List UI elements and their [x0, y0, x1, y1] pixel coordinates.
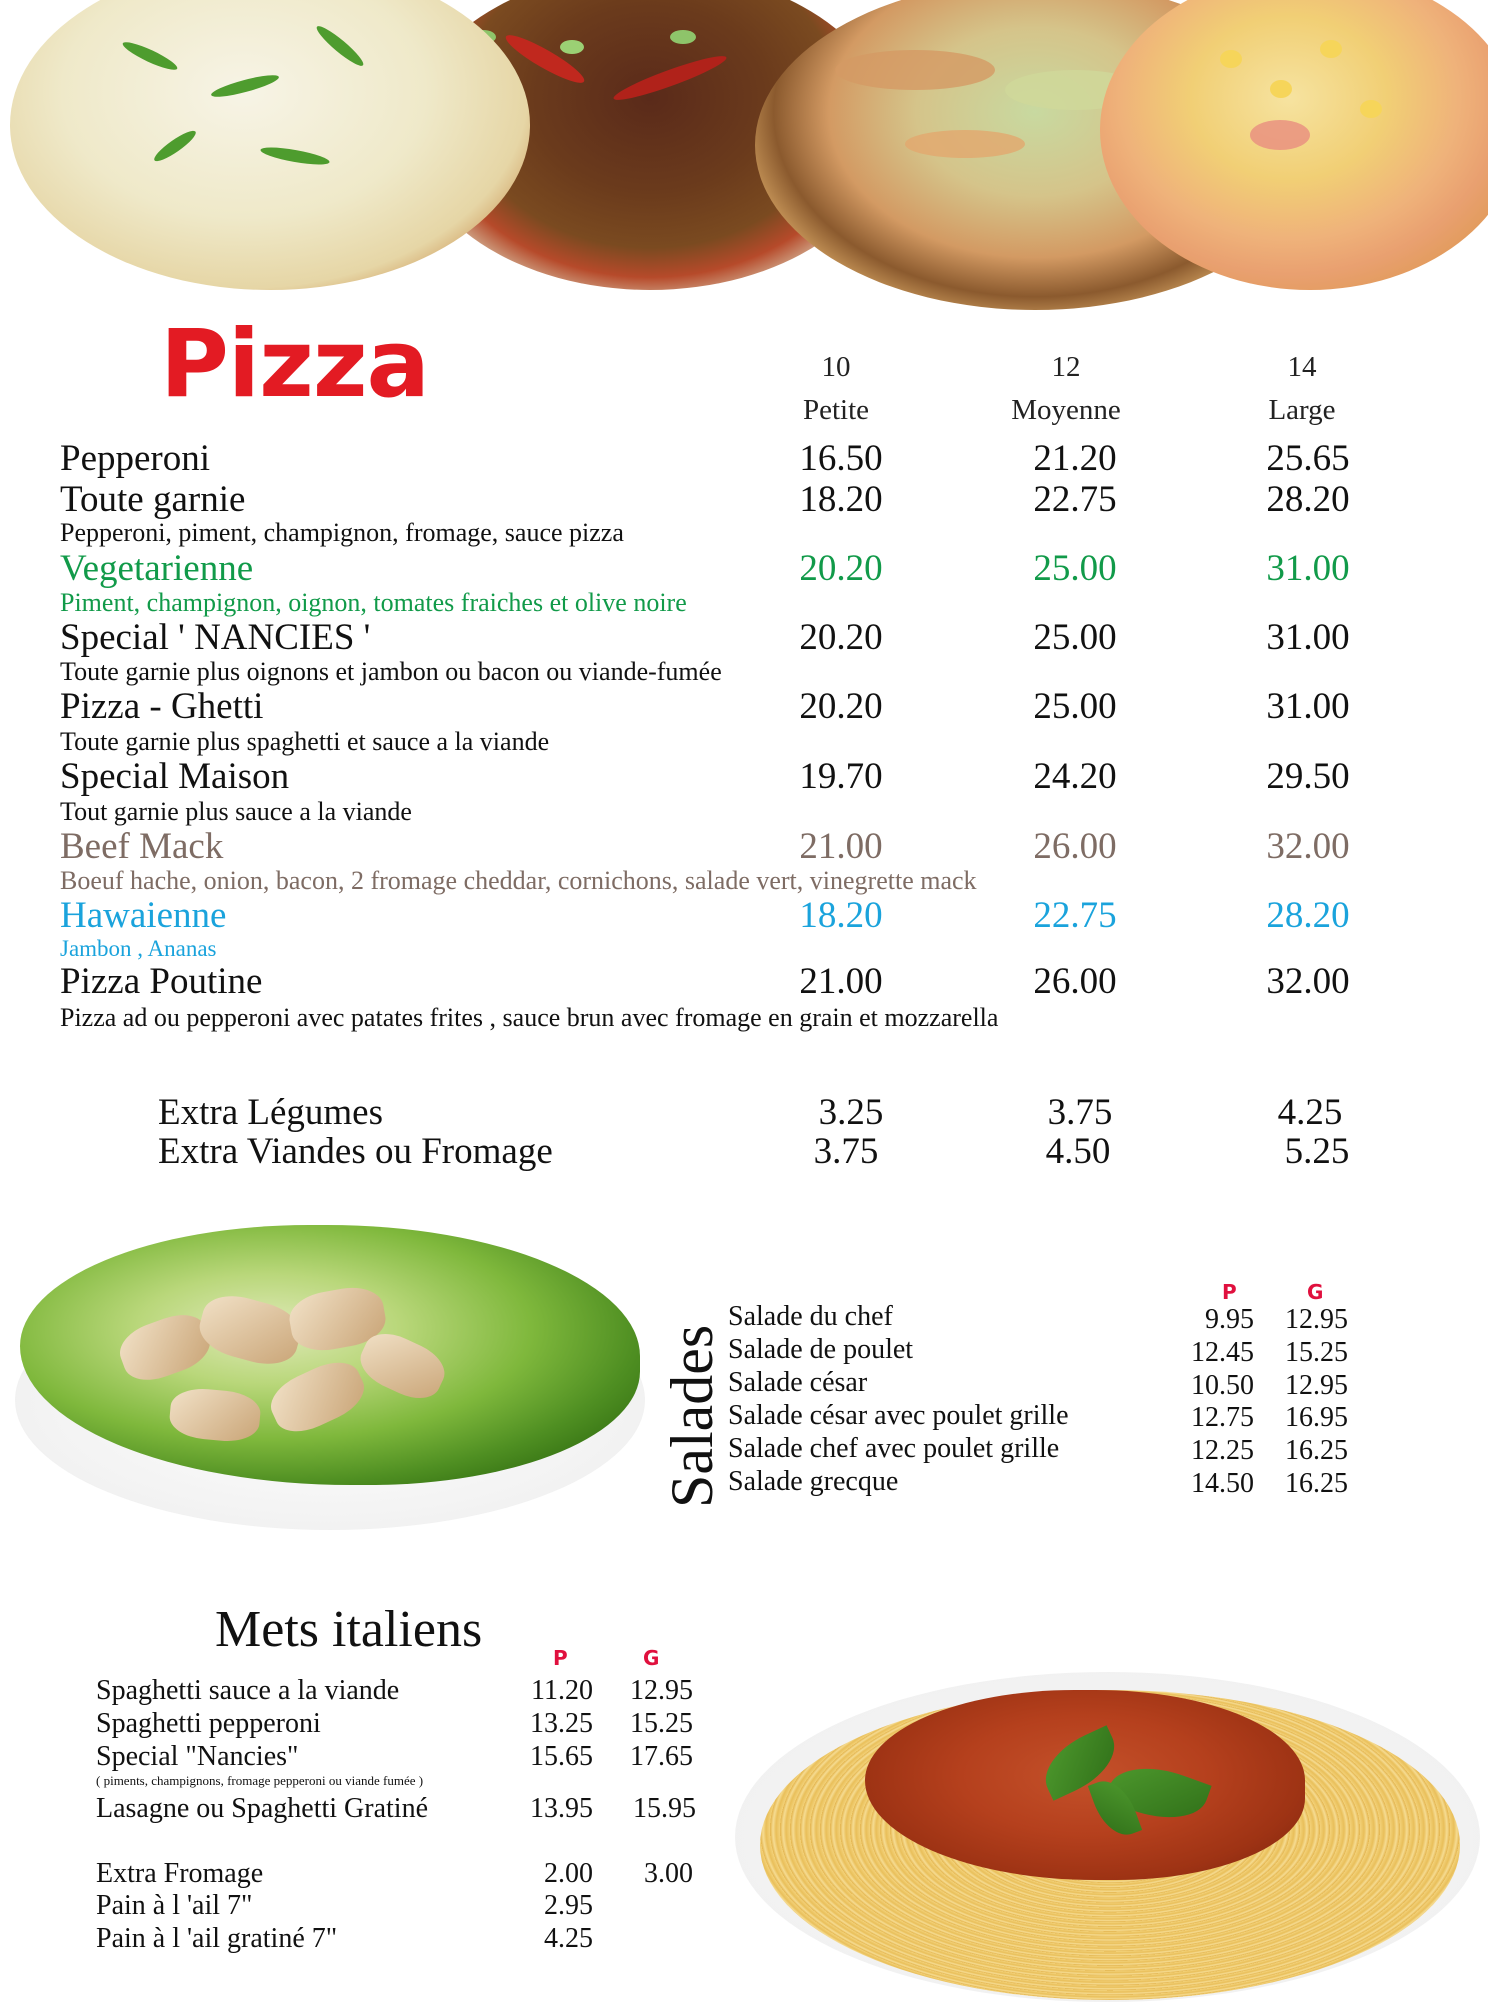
salades-title: Salades — [659, 1324, 725, 1508]
price-large: 28.20 — [1266, 895, 1350, 936]
price-petite: 20.20 — [799, 548, 883, 589]
extra-price-petite: 3.75 — [813, 1131, 879, 1172]
size-label: Petite — [802, 394, 870, 426]
price-moyenne: 25.00 — [1033, 548, 1117, 589]
extra-name: Pain à l 'ail gratiné 7" — [96, 1923, 338, 1954]
dish-price-p: 11.20 — [531, 1675, 593, 1706]
dish-price-p: 13.25 — [530, 1708, 593, 1739]
price-petite: 20.20 — [799, 686, 883, 727]
pizza-photo-cheese — [10, 0, 530, 290]
price-moyenne: 22.75 — [1033, 479, 1117, 520]
extra-name: Pain à l 'ail 7" — [96, 1890, 253, 1921]
price-petite: 16.50 — [799, 438, 883, 479]
extra-price-p: 2.00 — [544, 1858, 593, 1889]
price-petite: 20.20 — [799, 617, 883, 658]
item-name: Hawaienne — [60, 895, 227, 936]
dish-price-p: 13.95 — [530, 1793, 593, 1824]
salades-col-p: P — [1222, 1280, 1237, 1304]
dish-price-g: 15.25 — [630, 1708, 693, 1739]
price-large: 31.00 — [1266, 548, 1350, 589]
item-description: Tout garnie plus sauce a la viande — [60, 797, 412, 826]
salad-price-g: 15.25 — [1285, 1337, 1348, 1368]
salad-price-p: 12.25 — [1191, 1435, 1254, 1466]
dish-price-g: 17.65 — [630, 1741, 693, 1772]
price-moyenne: 24.20 — [1033, 756, 1117, 797]
item-description: Jambon , Ananas — [60, 936, 217, 961]
extra-price-large: 5.25 — [1284, 1131, 1350, 1172]
dish-name: Lasagne ou Spaghetti Gratiné — [96, 1793, 429, 1824]
salad-price-g: 16.95 — [1285, 1402, 1348, 1433]
salad-price-p: 10.50 — [1191, 1370, 1254, 1401]
price-moyenne: 22.75 — [1033, 895, 1117, 936]
price-large: 32.00 — [1266, 826, 1350, 867]
salad-price-g: 12.95 — [1285, 1370, 1348, 1401]
price-moyenne: 25.00 — [1033, 686, 1117, 727]
salad-name: Salade césar — [728, 1367, 868, 1398]
item-name: Pizza Poutine — [60, 961, 263, 1002]
salad-price-p: 9.95 — [1205, 1304, 1254, 1335]
mets-col-p: P — [553, 1646, 568, 1670]
size-number: 12 — [1051, 351, 1081, 383]
salades-col-g: G — [1307, 1280, 1324, 1304]
price-large: 29.50 — [1266, 756, 1350, 797]
item-name: Special ' NANCIES ' — [60, 617, 371, 658]
item-name: Vegetarienne — [60, 548, 254, 589]
item-description: Piment, champignon, oignon, tomates fraiches et olive noire — [60, 588, 687, 617]
extra-price-g: 3.00 — [644, 1858, 693, 1889]
dish-name: Special "Nancies" — [96, 1741, 299, 1772]
item-name: Beef Mack — [60, 826, 224, 867]
item-name: Pepperoni — [60, 438, 211, 479]
extra-price-moyenne: 3.75 — [1047, 1092, 1113, 1133]
price-large: 31.00 — [1266, 617, 1350, 658]
item-description: Toute garnie plus spaghetti et sauce a la viande — [60, 727, 550, 756]
size-label: Large — [1268, 394, 1336, 426]
price-large: 28.20 — [1266, 479, 1350, 520]
salad-name: Salade chef avec poulet grille — [728, 1433, 1060, 1464]
salad-price-g: 16.25 — [1285, 1468, 1348, 1499]
salad-price-p: 12.45 — [1191, 1337, 1254, 1368]
salad-name: Salade de poulet — [728, 1334, 914, 1365]
item-name: Special Maison — [60, 756, 290, 797]
extra-name: Extra Légumes — [158, 1092, 383, 1133]
dish-price-p: 15.65 — [530, 1741, 593, 1772]
mets-col-g: G — [643, 1646, 660, 1670]
mets-title: Mets italiens — [215, 1601, 483, 1658]
item-description: Pizza ad ou pepperoni avec patates frites , sauce brun avec fromage en grain et mozzarella — [60, 1003, 999, 1032]
salad-name: Salade césar avec poulet grille — [728, 1400, 1069, 1431]
price-large: 32.00 — [1266, 961, 1350, 1002]
salad-price-p: 14.50 — [1191, 1468, 1254, 1499]
extra-name: Extra Fromage — [96, 1858, 264, 1889]
pizza-title: Pizza — [160, 310, 429, 419]
dish-name: Spaghetti pepperoni — [96, 1708, 321, 1739]
price-petite: 21.00 — [799, 961, 883, 1002]
dish-note: ( piments, champignons, fromage pepperoni ou viande fumée ) — [96, 1773, 424, 1788]
price-large: 31.00 — [1266, 686, 1350, 727]
item-name: Toute garnie — [60, 479, 246, 520]
item-name: Pizza - Ghetti — [60, 686, 264, 727]
price-moyenne: 26.00 — [1033, 961, 1117, 1002]
salad-price-p: 12.75 — [1191, 1402, 1254, 1433]
price-petite: 18.20 — [799, 895, 883, 936]
extra-price-moyenne: 4.50 — [1045, 1131, 1111, 1172]
price-petite: 18.20 — [799, 479, 883, 520]
salad-price-g: 12.95 — [1285, 1304, 1348, 1335]
dish-name: Spaghetti sauce a la viande — [96, 1675, 400, 1706]
price-moyenne: 25.00 — [1033, 617, 1117, 658]
salad-name: Salade du chef — [728, 1301, 893, 1332]
dish-price-g: 15.95 — [633, 1793, 696, 1824]
item-description: Pepperoni, piment, champignon, fromage, sauce pizza — [60, 518, 624, 547]
extra-price-p: 2.95 — [544, 1890, 593, 1921]
price-moyenne: 26.00 — [1033, 826, 1117, 867]
price-petite: 21.00 — [799, 826, 883, 867]
price-large: 25.65 — [1266, 438, 1350, 479]
size-number: 10 — [821, 351, 851, 383]
price-moyenne: 21.20 — [1033, 438, 1117, 479]
extra-name: Extra Viandes ou Fromage — [158, 1131, 553, 1172]
extra-price-p: 4.25 — [544, 1923, 593, 1954]
dish-price-g: 12.95 — [630, 1675, 693, 1706]
extra-price-large: 4.25 — [1277, 1092, 1343, 1133]
item-description: Boeuf hache, onion, bacon, 2 fromage cheddar, cornichons, salade vert, vinegrette mack — [60, 866, 977, 895]
price-petite: 19.70 — [799, 756, 883, 797]
size-label: Moyenne — [1011, 394, 1121, 426]
salad-name: Salade grecque — [728, 1466, 899, 1497]
extra-price-petite: 3.25 — [818, 1092, 884, 1133]
size-number: 14 — [1287, 351, 1317, 383]
item-description: Toute garnie plus oignons et jambon ou bacon ou viande-fumée — [60, 657, 722, 686]
salad-price-g: 16.25 — [1285, 1435, 1348, 1466]
